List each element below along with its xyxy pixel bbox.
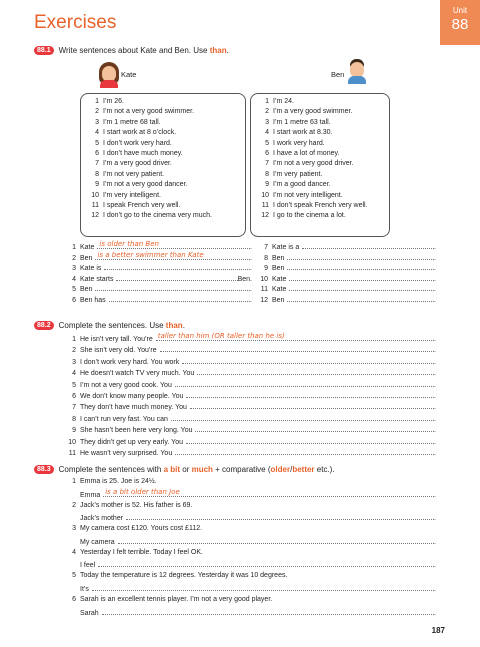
item-number: 6 [72,393,76,400]
page-number: 187 [431,626,445,635]
line-end: . [434,286,436,294]
question-row [62,549,203,556]
prompt-text: Kate is [80,265,102,273]
statement-text: I’m 26. [103,98,125,105]
item-number: 8 [265,170,269,178]
item-number: 8 [264,254,268,262]
ben-statement [255,191,385,201]
answer-row [254,294,436,304]
ben-statement [255,170,385,180]
item-number: 9 [264,265,268,273]
item-number: 5 [265,139,269,147]
kate-statement [85,149,241,159]
answer-field[interactable] [175,379,434,387]
answer-field[interactable] [289,273,434,281]
ben-statement [255,159,385,169]
line-end: . [434,254,436,262]
answer-row [62,401,436,411]
prompt-text: We don’t know many people. You [80,393,184,400]
answer-row [62,262,252,272]
item-number: 6 [95,150,99,158]
statement-text: I’m very patient. [273,170,323,178]
answer-field[interactable] [197,367,436,378]
kate-statements-box [80,93,246,237]
item-number: 1 [72,244,76,251]
ben-statements-box [250,93,390,237]
item-number: 8 [95,170,99,178]
item-number: 9 [72,427,76,435]
question-row [62,525,202,532]
prompt-text: Kate [80,244,95,251]
item-number: 5 [72,381,76,389]
answer-text: is a better swimmer than Kate [97,250,204,259]
item-number: 6 [72,297,76,304]
line-end: . [434,265,436,273]
unit-tab [440,0,480,45]
item-number: 10 [261,191,269,199]
item-number: 7 [265,160,269,168]
exercise-instruction: Complete the sentences. Use than. [58,321,185,330]
item-number: 5 [95,139,99,147]
answer-field[interactable] [104,262,252,273]
line-end: . [434,381,436,389]
question-row [62,502,192,509]
item-number: 3 [95,118,99,126]
prompt-text: Ben [272,297,285,304]
statement-text: I’m a very good driver. [103,160,172,168]
statement-text: I don’t go to the cinema very much. [103,212,212,220]
line-end: . [434,393,436,400]
item-number: 1 [72,478,76,485]
line-end: . [434,491,436,499]
prompt-text: Kate [272,275,287,283]
prompt-text: Ben [80,286,93,294]
answer-row [62,436,436,446]
item-number: 6 [265,150,269,158]
answer-row [254,283,436,293]
answer-row [62,344,436,354]
answer-row [62,536,436,546]
line-end: . [250,297,252,304]
item-number: 7 [264,244,268,251]
kate-statement [85,159,241,169]
item-number: 12 [91,212,99,220]
kate-statement [85,107,241,117]
answer-row [62,379,436,389]
kate-statement [85,180,241,190]
answer-field[interactable] [103,489,434,497]
question-text: Sarah is an excellent tennis player. I’m not a very good player. [80,596,273,603]
item-number: 9 [95,181,99,189]
prompt-text: They don’t have much money. You [80,404,187,412]
answer-row [62,607,436,617]
question-text: Today the temperature is 12 degrees. Yesterday it was 10 degrees. [80,572,288,580]
line-end: . [434,450,436,457]
prompt-text: Ben has [80,297,106,304]
line-end: . [434,347,436,355]
ben-statement [255,180,385,190]
ben-statement [255,118,385,128]
answer-field[interactable] [156,333,434,341]
answer-field[interactable] [287,252,434,260]
kate-name-label: Kate [121,70,137,79]
item-number: 12 [260,297,268,304]
item-number: 11 [91,202,99,210]
item-number: 12 [261,212,269,220]
item-number: 2 [72,501,76,509]
answer-row [62,273,252,283]
prompt-text: Ben [272,265,285,273]
page-title: Exercises [34,12,117,33]
line-end: . [434,370,436,378]
item-number: 4 [72,370,76,378]
answer-row [62,413,436,423]
kate-statement [85,128,241,138]
ben-name-label: Ben [331,70,345,79]
statement-text: I don’t work very hard. [103,139,172,147]
line-end: . [250,244,252,251]
ben-statement [255,201,385,211]
item-number: 2 [72,254,76,262]
answer-row [62,252,252,262]
kate-statement [85,211,241,221]
ben-statement [255,139,385,149]
item-number: 9 [265,181,269,189]
line-end: . [434,415,436,423]
kate-statement [85,97,241,107]
answer-row [254,273,436,283]
answer-row [62,447,436,457]
question-text: My camera cost £120. Yours cost £112. [80,525,203,533]
statement-text: I work very hard. [273,139,325,147]
answer-field[interactable] [102,607,434,615]
item-number: 10 [91,191,99,199]
answer-row [62,294,252,304]
answer-row [62,241,252,251]
answer-row [254,241,436,251]
prompt-text: He doesn’t watch TV very much. You [80,370,195,378]
exercise-badge: 88.2 [34,321,54,330]
line-end: . [434,336,436,343]
line-end: Ben. [237,275,252,283]
prompt-text: Ben [272,254,285,262]
exercise-badge: 88.3 [34,465,54,474]
item-number: 3 [72,265,76,273]
item-number: 4 [72,275,76,283]
kate-statement [85,170,241,180]
statement-text: I’m 1 metre 68 tall. [103,118,161,126]
answer-field[interactable] [195,424,436,435]
statement-text: I’m 24. [273,98,295,105]
prompt-text: They didn’t get up very early. You [80,438,183,446]
answer-field[interactable] [186,390,434,398]
item-number: 1 [265,98,269,105]
question-text: Jack’s mother is 52. His father is 69. [80,501,193,509]
item-number: 3 [265,118,269,126]
statement-text: I’m 1 metre 63 tall. [273,118,331,126]
ben-statement [255,211,385,221]
answer-row [62,367,436,377]
answer-text: is older than Ben [99,240,159,248]
statement-text: I start work at 8 o’clock. [103,129,177,137]
ben-avatar-icon [346,56,368,82]
line-end: . [434,515,436,523]
item-number: 1 [95,98,99,105]
answer-field[interactable] [92,583,434,591]
item-number: 4 [72,548,76,556]
item-number: 2 [95,108,99,116]
item-number: 2 [265,108,269,116]
prompt-text: He isn’t very tall. You’re [80,336,153,343]
answer-field[interactable] [302,241,434,249]
kate-statement [85,191,241,201]
item-number: 5 [72,572,76,580]
statement-text: I’m not very patient. [103,170,165,178]
answer-field[interactable] [95,252,250,260]
question-row [62,572,287,579]
ben-statement [255,128,385,138]
item-number: 4 [95,129,99,137]
item-number: 6 [72,596,76,603]
exercise-badge: 88.1 [34,46,54,55]
item-number: 5 [72,286,76,294]
answer-row [62,356,436,366]
question-text: Emma is 25. Joe is 24½. [80,478,157,485]
answer-field[interactable] [160,344,436,355]
answer-row [62,559,436,569]
line-end: . [434,585,436,593]
line-end: . [250,254,252,262]
prompt-text: Jack’s mother [80,515,124,523]
answer-field[interactable] [171,413,434,421]
prompt-text: I feel [80,562,96,570]
answer-field[interactable] [190,401,436,412]
kate-statement [85,139,241,149]
statement-text: I’m a very good swimmer. [273,108,353,116]
line-end: . [434,275,436,283]
prompt-text: He wasn’t very surprised. You [80,450,173,457]
item-number: 3 [72,358,76,366]
ben-statement [255,149,385,159]
answer-row [62,283,252,293]
exercise-3-heading [34,465,335,474]
answer-row [62,512,436,522]
statement-text: I go to the cinema a lot. [273,212,346,220]
answer-field[interactable] [186,436,434,444]
answer-row [254,252,436,262]
question-row [62,596,272,603]
exercise-instruction: Write sentences about Kate and Ben. Use than. [58,46,229,55]
statement-text: I’m not a very good swimmer. [103,108,195,116]
item-number: 10 [260,275,268,283]
statement-text: I’m a good dancer. [273,181,331,189]
item-number: 11 [68,450,76,457]
prompt-text: Sarah [80,609,99,617]
item-number: 10 [68,438,76,446]
line-end: . [250,265,252,273]
answer-field[interactable] [109,294,250,302]
question-text: Yesterday I felt terrible. Today I feel OK. [80,548,203,556]
prompt-text: Kate [272,286,287,294]
statement-text: I start work at 8.30. [273,129,333,137]
line-end: . [434,404,436,412]
answer-row [62,390,436,400]
answer-field[interactable] [95,283,252,294]
prompt-text: I don’t work very hard. You work [80,358,180,366]
unit-label: Unit [452,6,468,15]
exercise-1-heading [34,46,229,55]
answer-field[interactable] [116,273,237,281]
answer-row [62,424,436,434]
exercise-2-heading [34,321,185,330]
answer-field[interactable] [118,536,434,544]
unit-number: 88 [451,16,469,33]
line-end: . [434,609,436,617]
answer-field[interactable] [175,447,434,455]
answer-row [62,489,436,499]
line-end: . [434,538,436,546]
statement-text: I don’t have much money. [103,150,183,158]
answer-field[interactable] [126,512,436,523]
line-end: . [434,427,436,435]
prompt-text: It’s [80,585,89,593]
prompt-text: She hasn’t been here very long. You [80,427,193,435]
line-end: . [250,286,252,294]
line-end: . [434,297,436,304]
item-number: 4 [265,129,269,137]
answer-text: is a bit older than Joe [105,487,180,496]
ben-statement [255,97,385,107]
statement-text: I’m not a very good dancer. [103,181,188,189]
prompt-text: I’m not a very good cook. You [80,381,172,389]
statement-text: I’m very intelligent. [103,191,161,199]
item-number: 11 [260,286,268,294]
answer-field[interactable] [97,241,250,249]
prompt-text: Kate is a [272,244,300,251]
answer-field[interactable] [182,356,434,364]
statement-text: I speak French very well. [103,202,181,210]
line-end: . [434,244,436,251]
item-number: 1 [72,336,76,343]
item-number: 3 [72,525,76,533]
prompt-text: Emma [80,491,101,499]
prompt-text: Ben [80,254,93,262]
exercise-instruction: Complete the sentences with a bit or much + comparative (older/better etc.). [58,465,335,474]
answer-row [62,583,436,593]
answer-field[interactable] [98,559,436,570]
kate-avatar-icon [98,60,120,86]
answer-row [62,333,436,343]
prompt-text: My camera [80,538,115,546]
kate-statement [85,118,241,128]
answer-text: taller than him (OR taller than he is) [157,332,285,340]
answer-field[interactable] [287,262,436,273]
statement-text: I have a lot of money. [273,150,340,158]
item-number: 8 [72,415,76,423]
item-number: 7 [72,404,76,412]
line-end: . [434,438,436,446]
kate-statement [85,201,241,211]
item-number: 2 [72,347,76,355]
prompt-text: She isn’t very old. You’re [80,347,157,355]
prompt-text: I can’t run very fast. You can [80,415,168,423]
line-end: . [434,358,436,366]
statement-text: I’m not a very good driver. [273,160,354,168]
item-number: 11 [261,202,269,210]
item-number: 7 [95,160,99,168]
statement-text: I’m not very intelligent. [273,191,343,199]
answer-field[interactable] [289,283,436,294]
statement-text: I don’t speak French very well. [273,202,368,210]
line-end: . [434,562,436,570]
prompt-text: Kate starts [80,275,114,283]
ben-statement [255,107,385,117]
answer-row [254,262,436,272]
question-row [62,478,157,485]
answer-field[interactable] [287,294,434,302]
